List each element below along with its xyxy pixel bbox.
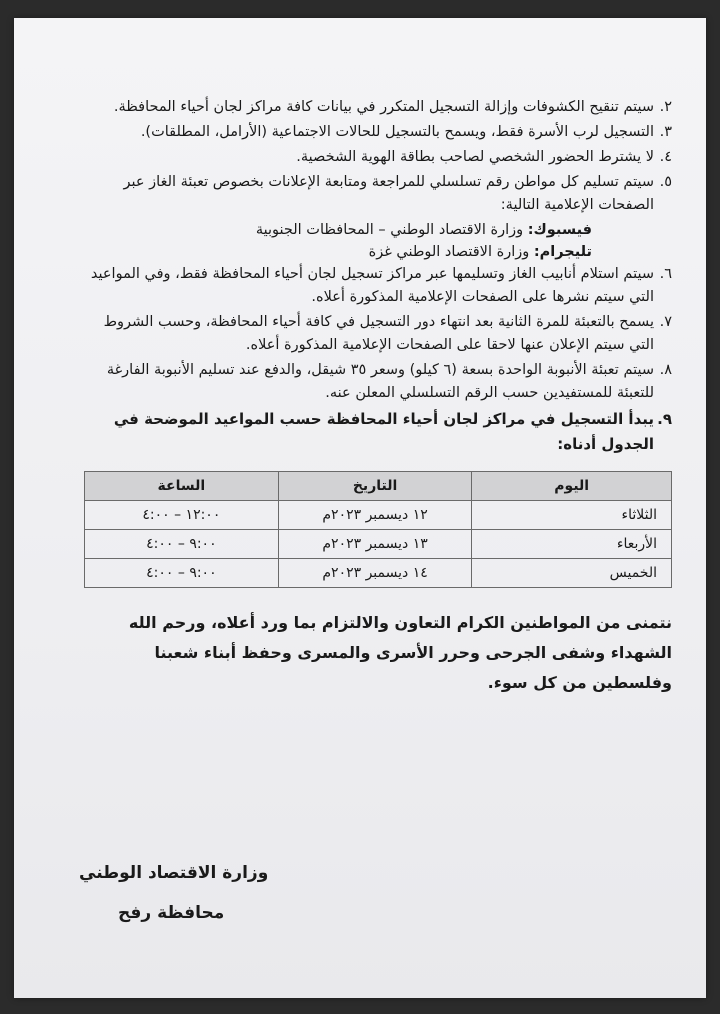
closing-paragraph: نتمنى من المواطنين الكرام التعاون والالتزام بما ورد أعلاه، ورحم الله الشهداء وشفى الجرحى وحرر الأسرى والمسرى وحفظ أبناء شعبنا وفلسطين من كل سوء. xyxy=(128,613,672,692)
list-item: ٤. لا يشترط الحضور الشخصي لصاحب بطاقة الهوية الشخصية. xyxy=(296,149,672,165)
document-body xyxy=(84,96,672,698)
facebook-value: وزارة الاقتصاد الوطني – المحافظات الجنوبية xyxy=(255,222,524,238)
schedule-table xyxy=(84,471,672,588)
list-item: ٥. سيتم تسليم كل مواطن رقم تسلسلي للمراجعة ومتابعة الإعلانات بخصوص تعبئة الغاز عبر الصفحات الإعلامية التالية: xyxy=(123,174,672,213)
item-text: يبدأ التسجيل في مراكز لجان أحياء المحافظة حسب المواعيد الموضحة في الجدول أدناه: xyxy=(113,410,654,453)
telegram-value: وزارة الاقتصاد الوطني غزة xyxy=(368,244,530,260)
header-day: اليوم xyxy=(472,472,672,501)
list-item: ٧. يسمح بالتعبئة للمرة الثانية بعد انتهاء دور التسجيل في كافة أحياء المحافظة، وحسب الشروط التي سيتم الإعلان عنها لاحقا على الصفحات الإعلامية المذكورة أعلاه. xyxy=(103,314,672,353)
item-text: سيتم تعبئة الأنبوبة الواحدة بسعة (٦ كيلو) وسعر ٣٥ شيقل، والدفع عند تسليم الأنبوبة الفارغة للتعبئة للمستفيدين حسب الرقم التسلسلي المعلن عنه. xyxy=(106,362,654,401)
cell-day: الثلاثاء xyxy=(472,501,672,530)
item-text: يسمح بالتعبئة للمرة الثانية بعد انتهاء دور التسجيل في كافة أحياء المحافظة، وحسب الشروط التي سيتم الإعلان عنها لاحقا على الصفحات الإعلامية المذكورة أعلاه. xyxy=(103,314,654,353)
facebook-label: فيسبوك: xyxy=(527,222,592,238)
signature-block xyxy=(79,863,268,943)
instructions-list-2 xyxy=(84,263,672,457)
list-item: ٩. يبدأ التسجيل في مراكز لجان أحياء المحافظة حسب المواعيد الموضحة في الجدول أدناه: xyxy=(113,410,672,453)
cell-date: ١٢ ديسمبر ٢٠٢٣م xyxy=(278,501,472,530)
list-item: ٦. سيتم استلام أنابيب الغاز وتسليمها عبر مراكز تسجيل لجان أحياء المحافظة فقط، وفي المواعيد التي سيتم نشرها على الصفحات الإعلامية المذكورة أعلاه. xyxy=(90,266,672,305)
item-text: التسجيل لرب الأسرة فقط، ويسمح بالتسجيل للحالات الاجتماعية (الأرامل، المطلقات). xyxy=(140,124,654,140)
facebook-line xyxy=(84,219,672,241)
cell-time: ١٢:٠٠ – ٤:٠٠ xyxy=(85,501,279,530)
document-page xyxy=(14,18,706,998)
cell-day: الأربعاء xyxy=(472,530,672,559)
telegram-line xyxy=(84,241,672,263)
header-date: التاريخ xyxy=(278,472,472,501)
table-row xyxy=(85,559,672,588)
item-text: لا يشترط الحضور الشخصي لصاحب بطاقة الهوية الشخصية. xyxy=(296,149,654,165)
signature-ministry: وزارة الاقتصاد الوطني xyxy=(79,863,269,883)
header-time: الساعة xyxy=(85,472,279,501)
table-row xyxy=(85,530,672,559)
telegram-label: تليجرام: xyxy=(533,244,592,260)
list-item: ٣. التسجيل لرب الأسرة فقط، ويسمح بالتسجيل للحالات الاجتماعية (الأرامل، المطلقات). xyxy=(140,124,672,140)
table-row xyxy=(85,501,672,530)
table-header-row xyxy=(85,472,672,501)
instructions-list xyxy=(84,96,672,217)
list-item: ٢. سيتم تنقيح الكشوفات وإزالة التسجيل المتكرر في بيانات كافة مراكز لجان أحياء المحافظة. xyxy=(113,99,672,115)
item-text: سيتم تسليم كل مواطن رقم تسلسلي للمراجعة ومتابعة الإعلانات بخصوص تعبئة الغاز عبر الصفحات الإعلامية التالية: xyxy=(123,174,654,213)
cell-day: الخميس xyxy=(472,559,672,588)
item-text: سيتم استلام أنابيب الغاز وتسليمها عبر مراكز تسجيل لجان أحياء المحافظة فقط، وفي المواعيد التي سيتم نشرها على الصفحات الإعلامية المذكورة أعلاه. xyxy=(90,266,654,305)
cell-date: ١٣ ديسمبر ٢٠٢٣م xyxy=(278,530,472,559)
cell-time: ٩:٠٠ – ٤:٠٠ xyxy=(85,559,279,588)
signature-governorate: محافظة رفح xyxy=(118,903,225,923)
cell-time: ٩:٠٠ – ٤:٠٠ xyxy=(85,530,279,559)
item-text: سيتم تنقيح الكشوفات وإزالة التسجيل المتكرر في بيانات كافة مراكز لجان أحياء المحافظة. xyxy=(113,99,654,115)
cell-date: ١٤ ديسمبر ٢٠٢٣م xyxy=(278,559,472,588)
list-item: ٨. سيتم تعبئة الأنبوبة الواحدة بسعة (٦ كيلو) وسعر ٣٥ شيقل، والدفع عند تسليم الأنبوبة الفارغة للتعبئة للمستفيدين حسب الرقم التسلسلي المعلن عنه. xyxy=(106,362,672,401)
